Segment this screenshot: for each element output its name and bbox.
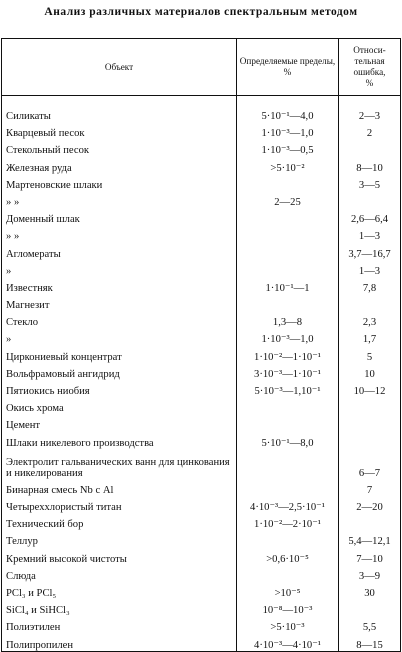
cell-limits: 5·10⁻¹—8,0	[237, 431, 339, 448]
table-row	[2, 582, 401, 599]
header-error	[339, 39, 401, 96]
cell-error: 7	[339, 479, 401, 496]
table-row	[2, 311, 401, 328]
cell-error: 1—3	[339, 260, 401, 277]
cell-object: Вольфрамовый ангидрид	[2, 363, 237, 380]
cell-limits	[237, 565, 339, 582]
cell-error: 3—5	[339, 174, 401, 191]
cell-error: 8—10	[339, 156, 401, 173]
cell-error: 2,6—6,4	[339, 208, 401, 225]
cell-object: Железная руда	[2, 156, 237, 173]
cell-error	[339, 513, 401, 530]
cell-object: Мартеновские шлаки	[2, 174, 237, 191]
cell-error: 30	[339, 582, 401, 599]
header-error-unit: %	[365, 78, 374, 88]
cell-error	[339, 139, 401, 156]
table-row	[2, 599, 401, 616]
cell-object: Полиэтилен	[2, 616, 237, 633]
table-row	[2, 479, 401, 496]
table-row	[2, 345, 401, 362]
table-body	[2, 96, 401, 652]
cell-limits	[237, 414, 339, 431]
cell-error: 10—12	[339, 380, 401, 397]
cell-limits	[237, 479, 339, 496]
cell-object: Полипропилен	[2, 633, 237, 652]
cell-error	[339, 599, 401, 616]
cell-error: 7,8	[339, 277, 401, 294]
table-row	[2, 208, 401, 225]
cell-object: Четыреххлористый титан	[2, 496, 237, 513]
cell-object: »	[2, 328, 237, 345]
table-row	[2, 225, 401, 242]
table-row	[2, 530, 401, 547]
table-row	[2, 414, 401, 431]
table-row	[2, 96, 401, 123]
cell-limits: 2—25	[237, 191, 339, 208]
table-row	[2, 156, 401, 173]
cell-object: Бинарная смесь Nb с Al	[2, 479, 237, 496]
table-row	[2, 547, 401, 564]
cell-error: 6—7	[339, 449, 401, 479]
header-error-line1: Относи-	[353, 45, 386, 55]
table-row	[2, 174, 401, 191]
cell-object: Цемент	[2, 414, 237, 431]
cell-limits	[237, 242, 339, 259]
cell-object: Магнезит	[2, 294, 237, 311]
cell-error: 3,7—16,7	[339, 242, 401, 259]
cell-limits	[237, 449, 339, 479]
cell-error	[339, 397, 401, 414]
table-row	[2, 513, 401, 530]
header-error-line3: ошибка,	[353, 67, 386, 77]
cell-object: Циркониевый концентрат	[2, 345, 237, 362]
cell-limits: >10⁻⁵	[237, 582, 339, 599]
table-row	[2, 397, 401, 414]
cell-limits: 4·10⁻³—2,5·10⁻¹	[237, 496, 339, 513]
table-row	[2, 565, 401, 582]
cell-object: Силикаты	[2, 96, 237, 123]
cell-limits: 1·10⁻²—1·10⁻¹	[237, 345, 339, 362]
cell-error	[339, 431, 401, 448]
cell-object: Доменный шлак	[2, 208, 237, 225]
cell-error: 2	[339, 122, 401, 139]
cell-object: »	[2, 260, 237, 277]
cell-limits: 1·10⁻³—0,5	[237, 139, 339, 156]
cell-object: Технический бор	[2, 513, 237, 530]
cell-error: 7—10	[339, 547, 401, 564]
table-row	[2, 242, 401, 259]
header-object: Объект	[2, 39, 237, 96]
cell-limits: 5·10⁻¹—4,0	[237, 96, 339, 123]
cell-limits: 1·10⁻¹—1	[237, 277, 339, 294]
cell-error	[339, 414, 401, 431]
table-row	[2, 616, 401, 633]
cell-limits	[237, 174, 339, 191]
table-row	[2, 122, 401, 139]
cell-error: 8—15	[339, 633, 401, 652]
cell-object: SiCl₄ и SiHCl₃	[2, 599, 237, 616]
cell-error: 2—3	[339, 96, 401, 123]
cell-limits	[237, 260, 339, 277]
table-row	[2, 294, 401, 311]
cell-error: 5,4—12,1	[339, 530, 401, 547]
cell-object: Теллур	[2, 530, 237, 547]
cell-limits: >0,6·10⁻⁵	[237, 547, 339, 564]
cell-limits: 3·10⁻³—1·10⁻¹	[237, 363, 339, 380]
cell-limits: 1,3—8	[237, 311, 339, 328]
header-error-line2: тельная	[354, 56, 385, 66]
cell-object: Известняк	[2, 277, 237, 294]
cell-object: Кварцевый песок	[2, 122, 237, 139]
table-row	[2, 260, 401, 277]
table-row	[2, 328, 401, 345]
cell-error: 2—20	[339, 496, 401, 513]
cell-object: PCl₃ и PCl₅	[2, 582, 237, 599]
cell-limits	[237, 294, 339, 311]
cell-error: 5	[339, 345, 401, 362]
cell-limits: 1·10⁻³—1,0	[237, 328, 339, 345]
table-row	[2, 496, 401, 513]
cell-limits	[237, 208, 339, 225]
cell-limits: >5·10⁻²	[237, 156, 339, 173]
cell-object: Стекло	[2, 311, 237, 328]
table-row	[2, 139, 401, 156]
cell-object: » »	[2, 225, 237, 242]
cell-limits: 10⁻⁸—10⁻³	[237, 599, 339, 616]
table-row	[2, 363, 401, 380]
table-row	[2, 449, 401, 479]
cell-object: Электролит гальванических ванн для цинкования и никелирования	[2, 449, 237, 479]
table-title: Анализ различных материалов спектральным методом	[44, 6, 358, 18]
cell-error: 1,7	[339, 328, 401, 345]
cell-error	[339, 191, 401, 208]
cell-error: 5,5	[339, 616, 401, 633]
cell-limits: 1·10⁻³—1,0	[237, 122, 339, 139]
cell-error: 3—9	[339, 565, 401, 582]
cell-object: Агломераты	[2, 242, 237, 259]
cell-limits: >5·10⁻³	[237, 616, 339, 633]
cell-error: 10	[339, 363, 401, 380]
cell-limits	[237, 225, 339, 242]
cell-limits: 4·10⁻³—4·10⁻¹	[237, 633, 339, 652]
cell-object: Пятиокись ниобия	[2, 380, 237, 397]
cell-object: Шлаки никелевого производства	[2, 431, 237, 448]
cell-limits: 5·10⁻³—1,10⁻¹	[237, 380, 339, 397]
cell-object: Кремний высокой чистоты	[2, 547, 237, 564]
cell-error: 1—3	[339, 225, 401, 242]
table-row	[2, 277, 401, 294]
cell-limits: 1·10⁻²—2·10⁻¹	[237, 513, 339, 530]
cell-limits	[237, 530, 339, 547]
table-row	[2, 191, 401, 208]
table-row	[2, 380, 401, 397]
cell-object: » »	[2, 191, 237, 208]
header-limits: Определяемые пределы, %	[237, 39, 339, 96]
cell-object: Слюда	[2, 565, 237, 582]
cell-limits	[237, 397, 339, 414]
cell-error: 2,3	[339, 311, 401, 328]
cell-object: Стекольный песок	[2, 139, 237, 156]
cell-object: Окись хрома	[2, 397, 237, 414]
cell-error	[339, 294, 401, 311]
materials-table	[1, 38, 401, 652]
table-row	[2, 431, 401, 448]
table-row	[2, 633, 401, 652]
table-header-row	[2, 39, 401, 96]
